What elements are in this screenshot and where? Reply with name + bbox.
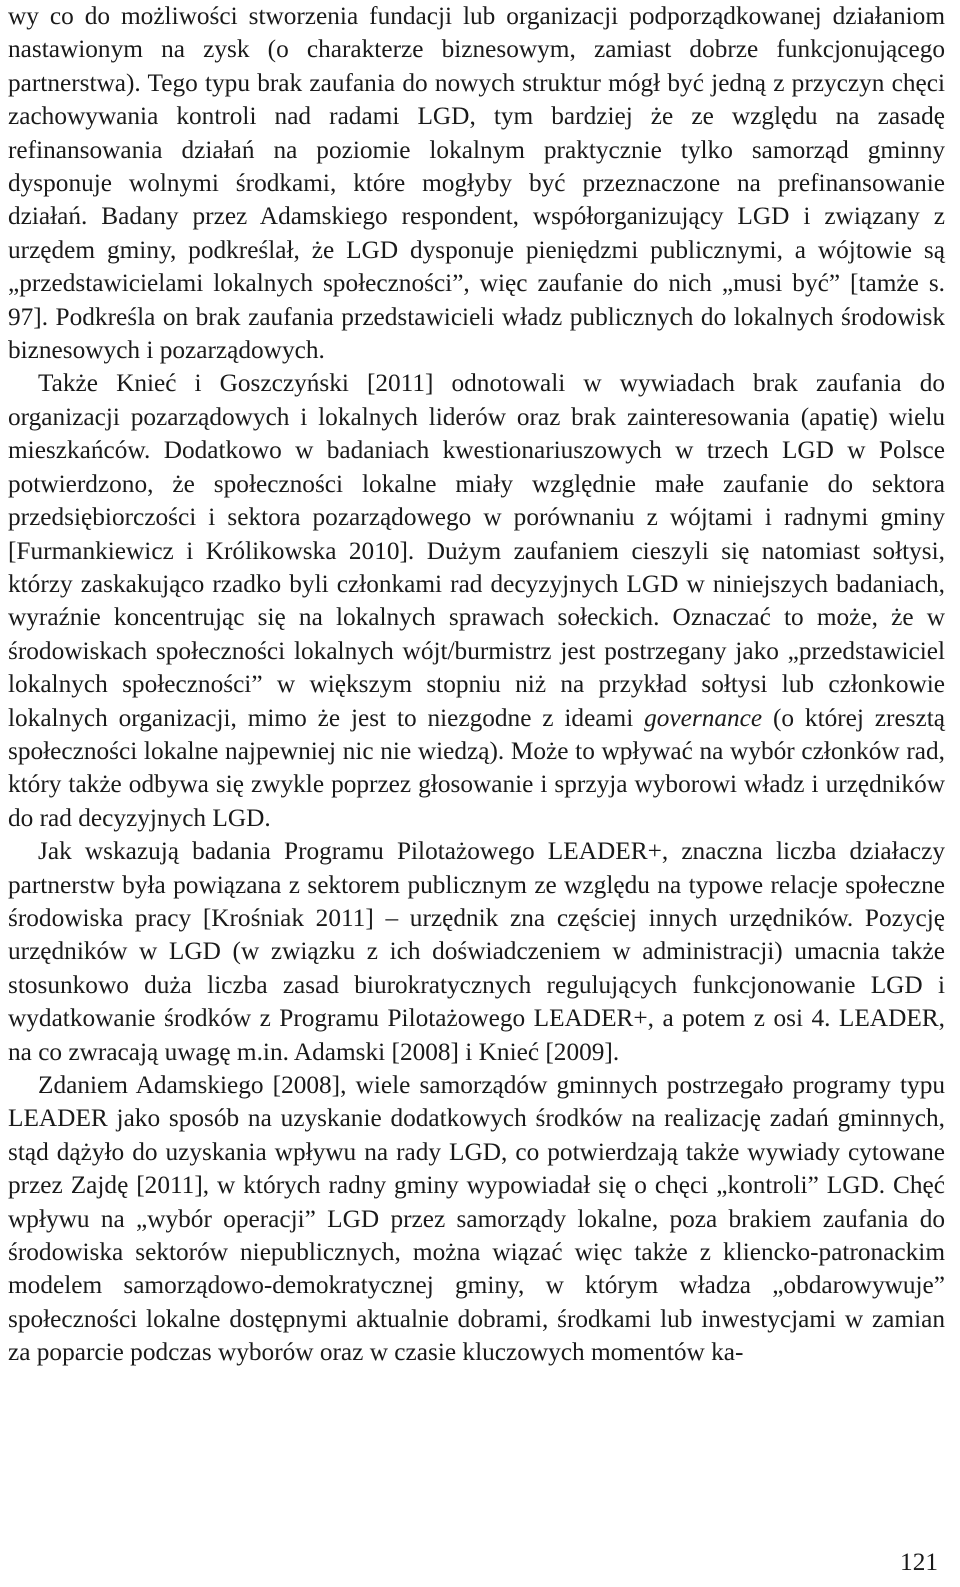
paragraph (8, 0, 945, 367)
text-run: Jak wskazują badania Programu Pilotażowego LEADER+, znaczna liczba działaczy partnerstw była powiązana z sektorem publicznym ze względu na typowe relacje społeczne środowiska pracy [Krośniak 2011] – urzędnik zna częściej innych urzędników. Pozycję urzędników w LGD (w związku z ich doświadczeniem w administracji) umacnia także stosunkowo duża liczba zasad biurokratycznych regulujących funkcjonowanie LGD i wydatkowanie środków z Programu Pilotażowego LEADER+, a potem z osi 4. LEADER, na co zwracają uwagę m.in. Adamski [2008] i Knieć [2009]. (8, 837, 945, 1066)
body-text (8, 0, 945, 1370)
paragraph (8, 367, 945, 835)
page-number: 121 (900, 1548, 938, 1576)
text-run: Także Knieć i Goszczyński [2011] odnotowali w wywiadach brak zaufania do organizacji pozarządowych i lokalnych liderów oraz brak zainteresowania (apatię) wielu mieszkańców. Dodatkowo w badaniach kwestionariuszowych w trzech LGD w Polsce potwierdzono, że społeczności lokalne miały względnie małe zaufanie do sektora przedsiębiorczości i sektora pozarządowego w porównaniu z wójtami i radnymi gminy [Furmankiewicz i Królikowska 2010]. Dużym zaufaniem cieszyli się natomiast sołtysi, którzy zaskakująco rzadko byli członkami rad decyzyjnych LGD w niniejszych badaniach, wyraźnie koncentrując się na lokalnych sprawach sołeckich. Oznaczać to może, że w środowiskach społeczności lokalnych wójt/burmistrz jest postrzegany jako „przedstawiciel lokalnych społeczności” w większym stopniu niż na przykład sołtysi lub członkowie lokalnych organizacji, mimo że jest to niezgodne z ideami (8, 369, 945, 732)
italic-term: governance (644, 703, 763, 732)
text-run: (o której zresztą społeczności lokalne najpewniej nic nie wiedzą). Może to wpływać na wybór członków rad, który także odbywa się zwykle poprzez głosowanie i sprzyja wyborowi władz i urzędników do rad decyzyjnych LGD. (8, 703, 945, 832)
text-run: Zdaniem Adamskiego [2008], wiele samorządów gminnych postrzegało programy typu LEADER jako sposób na uzyskanie dodatkowych środków na realizację zadań gminnych, stąd dążyło do uzyskania wpływu na rady LGD, co potwierdzają także wywiady cytowane przez Zajdę [2011], w których radny gminy wypowiadał się o chęci „kontroli” LGD. Chęć wpływu na „wybór operacji” LGD przez samorządy lokalne, poza brakiem zaufania do środowiska sektorów niepublicznych, można wiązać więc także z kliencko-patronackim modelem samorządowo-demokratycznej gminy, w którym władza „obdarowywuje” społeczności lokalne dostępnymi aktualnie dobrami, środkami lub inwestycjami w zamian za poparcie podczas wyborów oraz w czasie kluczowych momentów ka- (8, 1071, 945, 1367)
paragraph (8, 835, 945, 1069)
document-page (8, 0, 945, 1370)
paragraph (8, 1069, 945, 1370)
text-run: wy co do możliwości stworzenia fundacji lub organizacji podporządkowanej działaniom nastawionym na zysk (o charakterze biznesowym, zamiast dobrze funkcjonującego partnerstwa). Tego typu brak zaufania do nowych struktur mógł być jedną z przyczyn chęci zachowywania kontroli nad radami LGD, tym bardziej że ze względu na zasadę refinansowania działań na poziomie lokalnym praktycznie tylko samorząd gminny dysponuje wolnymi środkami, które mogłyby być przeznaczone na prefinansowanie działań. Badany przez Adamskiego respondent, współorganizujący LGD i związany z urzędem gminy, podkreślał, że LGD dysponuje pieniędzmi publicznymi, a wójtowie są „przedstawicielami lokalnych społeczności”, więc zaufanie do nich „musi być” [tamże s. 97]. Podkreśla on brak zaufania przedstawicieli władz publicznych do lokalnych środowisk biznesowych i pozarządowych. (8, 2, 945, 365)
